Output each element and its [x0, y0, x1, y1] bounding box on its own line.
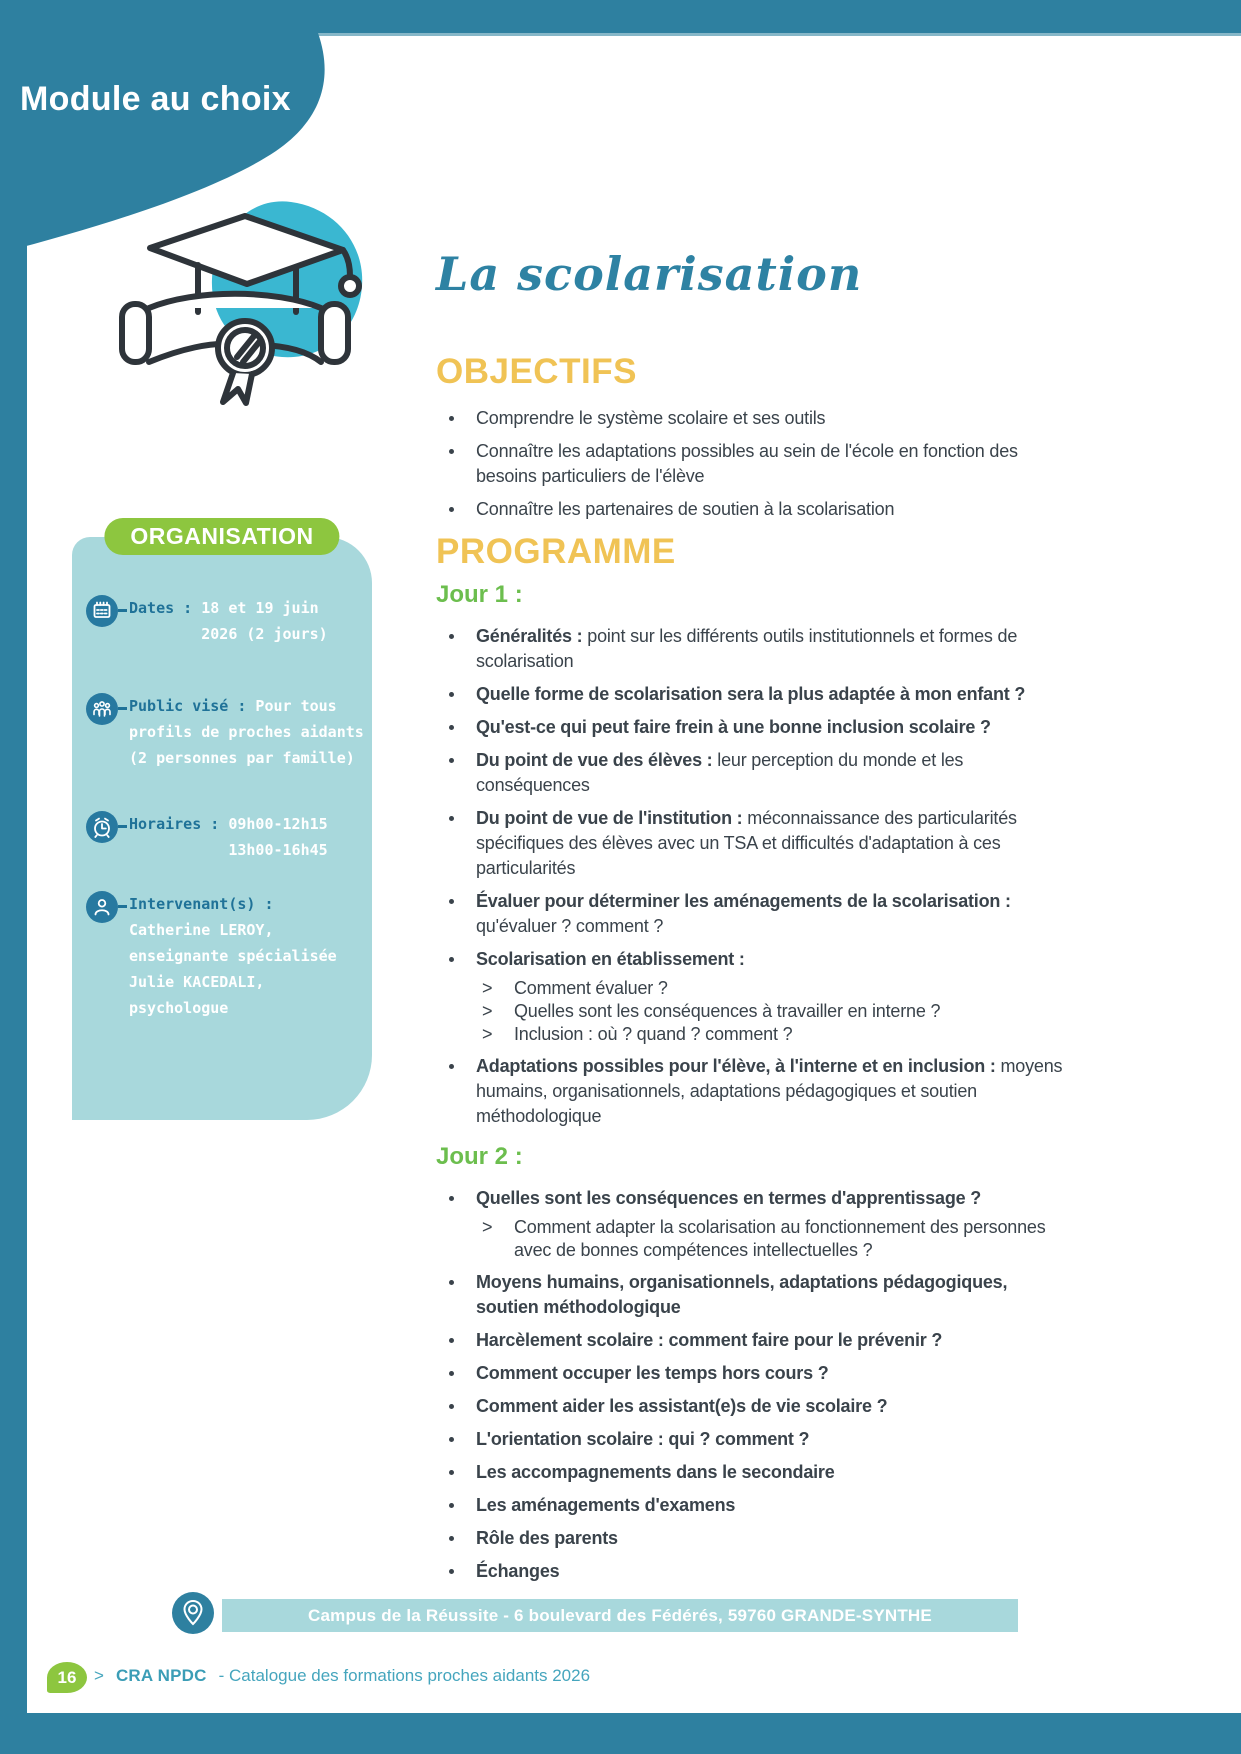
sub-bullet-marker: >	[482, 1001, 493, 1021]
organisation-value: (2 personnes par famille)	[129, 749, 355, 767]
left-edge-bar	[0, 0, 27, 1754]
programme-item-lead: Quelle forme de scolarisation sera la plus adaptée à mon enfant ?	[476, 684, 1026, 704]
sub-bullet-marker: >	[482, 1024, 493, 1044]
programme-item-lead: Rôle des parents	[476, 1528, 618, 1548]
programme-item	[476, 1186, 1068, 1262]
organisation-value: enseignante spécialisée	[129, 947, 337, 965]
breadcrumb-arrow-icon: >	[94, 1666, 104, 1685]
organisation-row-line	[129, 595, 364, 621]
programme-item	[476, 1054, 1068, 1129]
programme-item-lead: Les aménagements d'examens	[476, 1495, 736, 1515]
organisation-value: psychologue	[129, 999, 229, 1017]
programme-item-lead: Du point de vue des élèves :	[476, 750, 713, 770]
page-number-badge: 16	[47, 1662, 87, 1693]
programme-item-lead: Du point de vue de l'institution :	[476, 808, 743, 828]
organisation-row-text	[129, 891, 364, 1021]
programme-item	[476, 1270, 1068, 1320]
bottom-edge-bar	[0, 1713, 1241, 1754]
organisation-row-text	[129, 595, 364, 647]
location-pin-icon	[172, 1592, 214, 1634]
organisation-row-line	[129, 891, 364, 917]
programme-item	[476, 1559, 1068, 1584]
programme-item-lead: Harcèlement scolaire : comment faire pour le prévenir ?	[476, 1330, 943, 1350]
programme-item-lead: Échanges	[476, 1561, 560, 1581]
objective-item: Connaître les adaptations possibles au sein de l'école en fonction des besoins particuliers de l'élève	[476, 439, 1068, 489]
objective-item: Connaître les partenaires de soutien à la scolarisation	[476, 497, 1068, 522]
organisation-value: Julie KACEDALI,	[129, 973, 265, 991]
people-icon	[86, 693, 118, 725]
programme-item-lead: Scolarisation en établissement :	[476, 949, 745, 969]
organisation-label: Dates :	[129, 599, 193, 617]
programme-item	[476, 1526, 1068, 1551]
programme-item	[476, 1361, 1068, 1386]
page-title: La scolarisation	[436, 247, 863, 301]
organisation-label: Intervenant(s) :	[129, 895, 274, 913]
programme-item	[476, 624, 1068, 674]
programme-item-lead: Comment aider les assistant(e)s de vie scolaire ?	[476, 1396, 888, 1416]
programme-item	[476, 748, 1068, 798]
organisation-label: Public visé :	[129, 697, 247, 715]
programme-item-text: méconnaissance des particularités spécifiques des élèves avec un TSA et difficultés d'adaptation à ces particularités	[476, 808, 1017, 878]
sub-bullet-marker: >	[482, 1217, 493, 1237]
programme-heading: PROGRAMME	[436, 532, 676, 571]
address-bar: Campus de la Réussite - 6 boulevard des Fédérés, 59760 GRANDE-SYNTHE	[222, 1599, 1018, 1632]
programme-item	[476, 806, 1068, 881]
clock-icon	[86, 811, 118, 843]
organisation-value: 09h00-12h15	[219, 815, 328, 833]
organisation-panel	[72, 523, 372, 1120]
sub-bullet-item	[476, 1000, 1068, 1023]
programme-item-lead: Moyens humains, organisationnels, adaptations pédagogiques, soutien méthodologique	[476, 1272, 1008, 1317]
organisation-label: Horaires :	[129, 815, 220, 833]
organisation-row	[86, 595, 364, 647]
organisation-value: 18 et 19 juin	[192, 599, 319, 617]
calendar-icon	[86, 595, 118, 627]
programme-item-lead: L'orientation scolaire : qui ? comment ?	[476, 1429, 810, 1449]
sub-bullet-text: Quelles sont les conséquences à travailler en interne ?	[514, 1001, 941, 1021]
programme-item	[476, 715, 1068, 740]
programme-item-text: qu'évaluer ? comment ?	[476, 916, 664, 936]
programme-item	[476, 889, 1068, 939]
organisation-value: 13h00-16h45	[228, 841, 328, 859]
objectifs-heading: OBJECTIFS	[436, 352, 637, 391]
organisation-row	[86, 693, 364, 771]
organisation-value: 2026 (2 jours)	[201, 625, 328, 643]
programme-item-lead: Adaptations possibles pour l'élève, à l'interne et en inclusion :	[476, 1056, 996, 1076]
sub-bullet-text: Comment évaluer ?	[514, 978, 668, 998]
programme-item	[476, 1460, 1068, 1485]
sub-bullet-text: Comment adapter la scolarisation au fonctionnement des personnes avec de bonnes compétences intellectuelles ?	[514, 1217, 1046, 1260]
objectifs-list	[436, 406, 1068, 522]
organisation-value: Catherine LEROY,	[129, 921, 274, 939]
organisation-row-line	[129, 693, 364, 719]
programme-item-lead: Qu'est-ce qui peut faire frein à une bonne inclusion scolaire ?	[476, 717, 991, 737]
organisation-row-text	[129, 693, 364, 771]
programme-item	[476, 1394, 1068, 1419]
programme-item	[476, 947, 1068, 1046]
sub-bullet-list	[476, 977, 1068, 1046]
programme-item-lead: Généralités :	[476, 626, 583, 646]
organisation-badge: ORGANISATION	[104, 518, 339, 555]
jour1-label: Jour 1 :	[436, 581, 523, 608]
jour1-list	[436, 624, 1068, 1129]
organisation-rows	[72, 537, 372, 1021]
sub-bullet-item	[476, 1216, 1068, 1262]
programme-item-lead: Quelles sont les conséquences en termes d'apprentissage ?	[476, 1188, 982, 1208]
jour2-list	[436, 1186, 1068, 1584]
organisation-row	[86, 811, 364, 863]
organisation-row-line	[129, 811, 364, 837]
sub-bullet-text: Inclusion : où ? quand ? comment ?	[514, 1024, 793, 1044]
programme-item	[476, 682, 1068, 707]
programme-item-lead: Comment occuper les temps hors cours ?	[476, 1363, 829, 1383]
organisation-row	[86, 891, 364, 1021]
banner-title: Module au choix	[20, 80, 291, 118]
dash-connector	[118, 609, 127, 612]
footer-catalog-title: - Catalogue des formations proches aidants 2026	[218, 1666, 591, 1685]
footer-brand: CRA NPDC	[115, 1666, 207, 1685]
programme-item	[476, 1493, 1068, 1518]
sub-bullet-list	[476, 1216, 1068, 1262]
programme-item-lead: Évaluer pour déterminer les aménagements de la scolarisation :	[476, 891, 1011, 911]
dash-connector	[118, 825, 127, 828]
objective-item: Comprendre le système scolaire et ses outils	[476, 406, 1068, 431]
jour2-block	[436, 1134, 1068, 1592]
programme-item	[476, 1427, 1068, 1452]
programme-item-text: point sur les différents outils institutionnels et formes de scolarisation	[476, 626, 1018, 671]
sub-bullet-item	[476, 1023, 1068, 1046]
jour2-label: Jour 2 :	[436, 1143, 523, 1170]
sub-bullet-marker: >	[482, 978, 493, 998]
dash-connector	[118, 707, 127, 710]
organisation-row-text	[129, 811, 364, 863]
main-column	[436, 246, 1068, 1137]
person-icon	[86, 891, 118, 923]
organisation-value: profils de proches aidants	[129, 723, 364, 741]
sub-bullet-item	[476, 977, 1068, 1000]
programme-item-lead: Les accompagnements dans le secondaire	[476, 1462, 835, 1482]
dash-connector	[118, 905, 127, 908]
programme-item-text: moyens humains, organisationnels, adaptations pédagogiques et soutien méthodologique	[476, 1056, 1063, 1126]
organisation-value: Pour tous	[246, 697, 337, 715]
footer-breadcrumb	[94, 1666, 590, 1686]
programme-item	[476, 1328, 1068, 1353]
graduation-cap-icon	[95, 186, 375, 414]
programme-item-text: leur perception du monde et les conséquences	[476, 750, 964, 795]
